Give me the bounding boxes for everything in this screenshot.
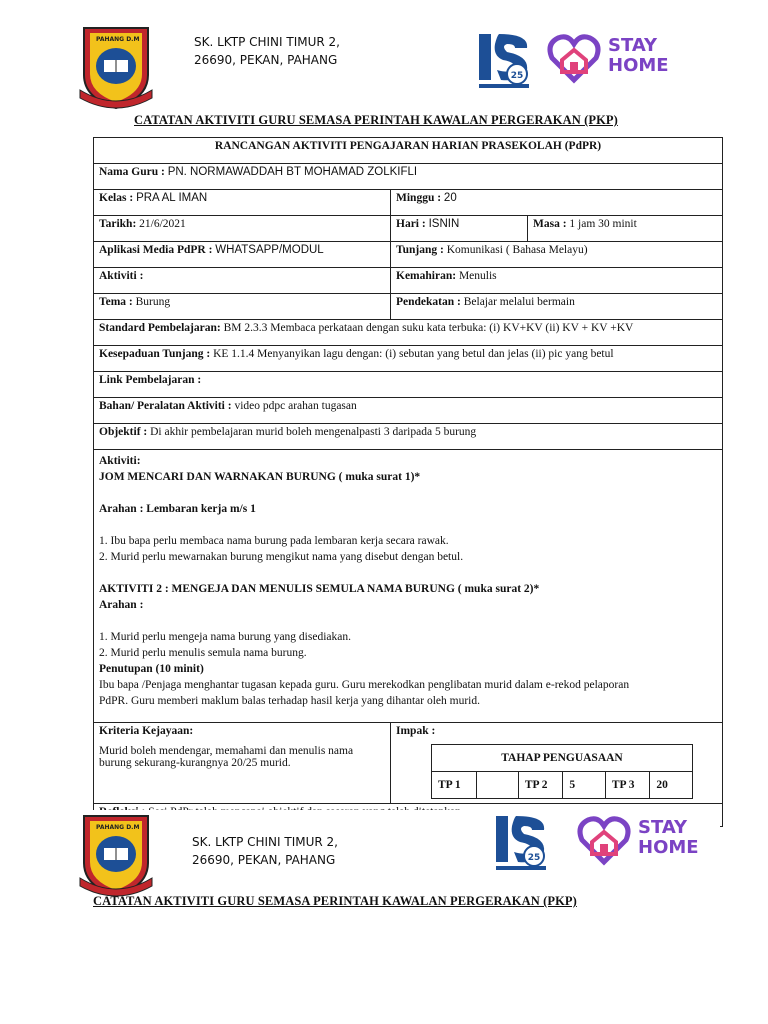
cell-tunjang: Tunjang : Komunikasi ( Bahasa Melayu) — [391, 242, 723, 268]
row-aktiviti-detail: Aktiviti: JOM MENCARI DAN WARNAKAN BURUNG ( muka surat 1)* Arahan : Lembaran kerja m/s 1 1. Ibu bapa perlu membaca nama burung pada lembaran kerja secara rawak. 2. Murid perlu mewarnakan burung mengikut nama yang disebut dengan betul. AKTIVITI 2 : MENGEJA DAN MENULIS SEMULA NAMA BURUNG ( muka surat 2)* Arahan : 1. Murid perlu mengeja nama burung yang disediakan. 2. Murid perlu menulis semula nama burung. Penutupan (10 minit) Ibu bapa /Penjaga menghantar tugasan kepada guru. Guru merekodkan penglibatan murid dalam e-rekod pelaporan PdPR. Guru memberi maklum balas terhadap hasil kerja yang dihantar oleh murid. — [94, 450, 723, 723]
heart-house-icon — [576, 812, 632, 868]
stay-text: STAY — [608, 35, 658, 56]
tp3-label: TP 3 — [605, 772, 650, 799]
school-badge-top — [76, 20, 156, 110]
stay-home-logo-bottom — [576, 812, 706, 870]
tp2-label: TP 2 — [518, 772, 563, 799]
tahap-title: TAHAP PENGUASAAN — [432, 745, 693, 772]
stay-text: STAY — [638, 817, 688, 838]
home-text: HOME — [638, 837, 699, 858]
badge-text: PAHANG D.M — [96, 824, 140, 831]
school-badge-bottom — [76, 808, 156, 898]
is25-logo-bottom — [494, 812, 548, 872]
page-heading-bottom: CATATAN AKTIVITI GURU SEMASA PERINTAH KAWALAN PERGERAKAN (PKP) — [93, 894, 577, 908]
cell-aktiviti: Aktiviti : — [94, 268, 391, 294]
is25-logo-top — [477, 30, 531, 90]
tp1-value — [476, 772, 518, 799]
cell-kemahiran: Kemahiran: Menulis — [391, 268, 723, 294]
cell-tema: Tema : Burung — [94, 294, 391, 320]
page-heading-top: CATATAN AKTIVITI GURU SEMASA PERINTAH KAWALAN PERGERAKAN (PKP) — [134, 113, 618, 127]
school-address: 26690, PEKAN, PAHANG — [194, 53, 338, 67]
row-bahan: Bahan/ Peralatan Aktiviti : video pdpc arahan tugasan — [94, 398, 723, 424]
row-objektif: Objektif : Di akhir pembelajaran murid boleh mengenalpasti 3 daripada 5 burung — [94, 424, 723, 450]
cell-hari: Hari : ISNIN — [391, 216, 528, 242]
cell-pendekatan: Pendekatan : Belajar melalui bermain — [391, 294, 723, 320]
tahap-penguasaan-table — [431, 744, 693, 799]
tp2-value: 5 — [563, 772, 605, 799]
row-kesepaduan: Kesepaduan Tunjang : KE 1.1.4 Menyanyikan lagu dengan: (i) sebutan yang betul dan jelas (ii) pic yang betul — [94, 346, 723, 372]
home-text: HOME — [608, 55, 669, 76]
svg-text:25: 25 — [527, 853, 541, 863]
school-info-top — [194, 33, 340, 69]
lesson-plan-table — [93, 137, 723, 827]
cell-aplikasi: Aplikasi Media PdPR : WHATSAPP/MODUL — [94, 242, 391, 268]
cell-masa: Masa : 1 jam 30 minit — [528, 216, 723, 242]
school-info-bottom — [192, 833, 338, 869]
school-name: SK. LKTP CHINI TIMUR 2, — [194, 35, 340, 49]
heart-house-icon — [546, 30, 602, 86]
cell-kriteria: Kriteria Kejayaan: Murid boleh mendengar, memahami dan menulis nama burung sekurang-kurangnya 20/25 murid. — [94, 723, 391, 804]
school-address: 26690, PEKAN, PAHANG — [192, 853, 336, 867]
cell-minggu: Minggu : 20 — [391, 190, 723, 216]
school-name: SK. LKTP CHINI TIMUR 2, — [192, 835, 338, 849]
tp1-label: TP 1 — [432, 772, 477, 799]
row-standard: Standard Pembelajaran: BM 2.3.3 Membaca perkataan dengan suku kata terbuka: (i) KV+KV (ii) KV + KV +KV — [94, 320, 723, 346]
plan-title: RANCANGAN AKTIVITI PENGAJARAN HARIAN PRASEKOLAH (PdPR) — [94, 138, 723, 164]
row-link: Link Pembelajaran : — [94, 372, 723, 398]
row-nama-guru: Nama Guru : PN. NORMAWADDAH BT MOHAMAD ZOLKIFLI — [94, 164, 723, 190]
tp3-value: 20 — [650, 772, 693, 799]
stay-home-logo-top — [546, 30, 676, 88]
svg-text:25: 25 — [510, 71, 524, 81]
badge-text: PAHANG D.M — [96, 36, 140, 43]
cell-kelas: Kelas : PRA AL IMAN — [94, 190, 391, 216]
cell-impak: Impak : — [391, 723, 723, 804]
cell-tarikh: Tarikh: 21/6/2021 — [94, 216, 391, 242]
